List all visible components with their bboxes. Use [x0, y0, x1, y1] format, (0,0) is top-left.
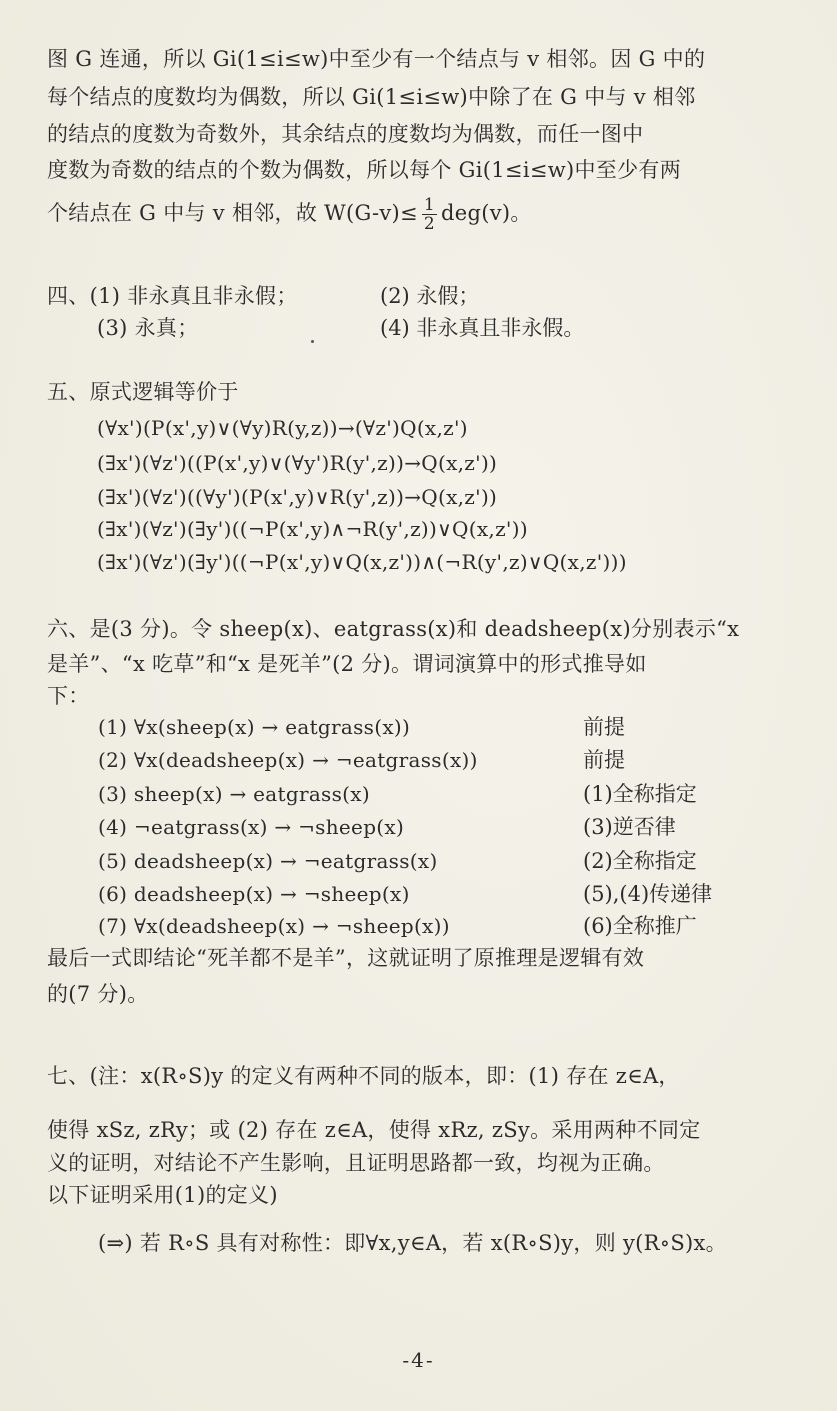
sec5-heading: 五、原式逻辑等价于 — [47, 380, 239, 404]
fraction — [422, 196, 437, 233]
sec5-formula-5: (∃x')(∀z')(∃y')((¬P(x',y)∨Q(x,z'))∧(¬R(y',z)∨Q(x,z'))) — [97, 550, 627, 574]
sec5-formula-2: (∃x')(∀z')((P(x',y)∨(∀y')R(y',z))→Q(x,z')) — [97, 451, 498, 475]
sec6-line-1: 六、是(3 分)。令 sheep(x)、eatgrass(x)和 deadsheep(x)分别表示“x — [47, 617, 740, 641]
sec6-reason-2: 前提 — [583, 748, 625, 772]
sec6-step-7: (7) ∀x(deadsheep(x) → ¬sheep(x)) — [98, 914, 450, 938]
para1-line-3: 的结点的度数为奇数外，其余结点的度数均为偶数，而任一图中 — [47, 122, 644, 146]
sec7-line-3: 义的证明，对结论不产生影响，且证明思路都一致，均视为正确。 — [47, 1151, 665, 1175]
sec7-line-1: 七、(注：x(R∘S)y 的定义有两种不同的版本，即：(1) 存在 z∈A， — [47, 1064, 680, 1088]
sec7-line-5: (⇒) 若 R∘S 具有对称性：即∀x,y∈A，若 x(R∘S)y，则 y(R∘S)x。 — [98, 1231, 727, 1255]
para1-last-suffix: deg(v)。 — [441, 201, 532, 225]
sec6-step-1: (1) ∀x(sheep(x) → eatgrass(x)) — [98, 715, 411, 739]
sec6-step-3: (3) sheep(x) → eatgrass(x) — [98, 782, 370, 806]
para1-line-5 — [47, 196, 532, 233]
para1-last-prefix: 个结点在 G 中与 v 相邻，故 W(G-v)≤ — [47, 201, 418, 225]
fraction-denominator: 2 — [423, 214, 436, 234]
sec5-formula-4: (∃x')(∀z')(∃y')((¬P(x',y)∧¬R(y',z))∨Q(x,z')) — [97, 517, 528, 541]
sec4-item-2: (2) 永假； — [380, 284, 480, 308]
sec5-formula-3: (∃x')(∀z')((∀y')(P(x',y)∨R(y',z))→Q(x,z')) — [97, 485, 498, 509]
sec6-line-2: 是羊”、“x 吃草”和“x 是死羊”(2 分)。谓词演算中的形式推导如 — [47, 652, 647, 676]
sec5-formula-1: (∀x')(P(x',y)∨(∀y)R(y,z))→(∀z')Q(x,z') — [97, 416, 468, 440]
sec6-conclusion-2: 的(7 分)。 — [47, 982, 149, 1006]
sec6-reason-5: (2)全称指定 — [583, 849, 697, 873]
sec6-reason-4: (3)逆否律 — [583, 815, 676, 839]
sec6-reason-3: (1)全称指定 — [583, 782, 697, 806]
para1-line-4: 度数为奇数的结点的个数为偶数，所以每个 Gi(1≤i≤w)中至少有两 — [47, 158, 681, 182]
sec6-line-3: 下： — [47, 684, 90, 708]
sec6-step-2: (2) ∀x(deadsheep(x) → ¬eatgrass(x)) — [98, 748, 478, 772]
sec4-item-1: (1) 非永真且非永假； — [89, 284, 298, 308]
sec4-item-3: (3) 永真； — [97, 316, 199, 340]
sec6-step-5: (5) deadsheep(x) → ¬eatgrass(x) — [98, 849, 438, 873]
para1-line-2: 每个结点的度数均为偶数，所以 Gi(1≤i≤w)中除了在 G 中与 v 相邻 — [47, 85, 696, 109]
sec7-line-4: 以下证明采用(1)的定义) — [47, 1183, 278, 1207]
sec4-item-4: (4) 非永真且非永假。 — [380, 316, 585, 340]
sec4-heading: 四、 — [47, 284, 90, 308]
sec6-reason-1: 前提 — [583, 715, 625, 739]
fraction-numerator: 1 — [423, 195, 436, 215]
sec6-conclusion-1: 最后一式即结论“死羊都不是羊”，这就证明了原推理是逻辑有效 — [47, 946, 645, 970]
sec6-step-4: (4) ¬eatgrass(x) → ¬sheep(x) — [98, 815, 405, 839]
sec6-reason-7: (6)全称推广 — [583, 914, 697, 938]
para1-line-1: 图 G 连通，所以 Gi(1≤i≤w)中至少有一个结点与 v 相邻。因 G 中的 — [47, 47, 706, 71]
sec6-step-6: (6) deadsheep(x) → ¬sheep(x) — [98, 882, 410, 906]
page-number: -4- — [402, 1348, 435, 1372]
speck-mark — [311, 340, 314, 343]
sec6-reason-6: (5),(4)传递律 — [583, 882, 713, 906]
sec7-line-2: 使得 xSz, zRy；或 (2) 存在 z∈A，使得 xRz, zSy。采用两种不同定 — [47, 1118, 701, 1142]
sec4-row-1 — [47, 281, 298, 311]
